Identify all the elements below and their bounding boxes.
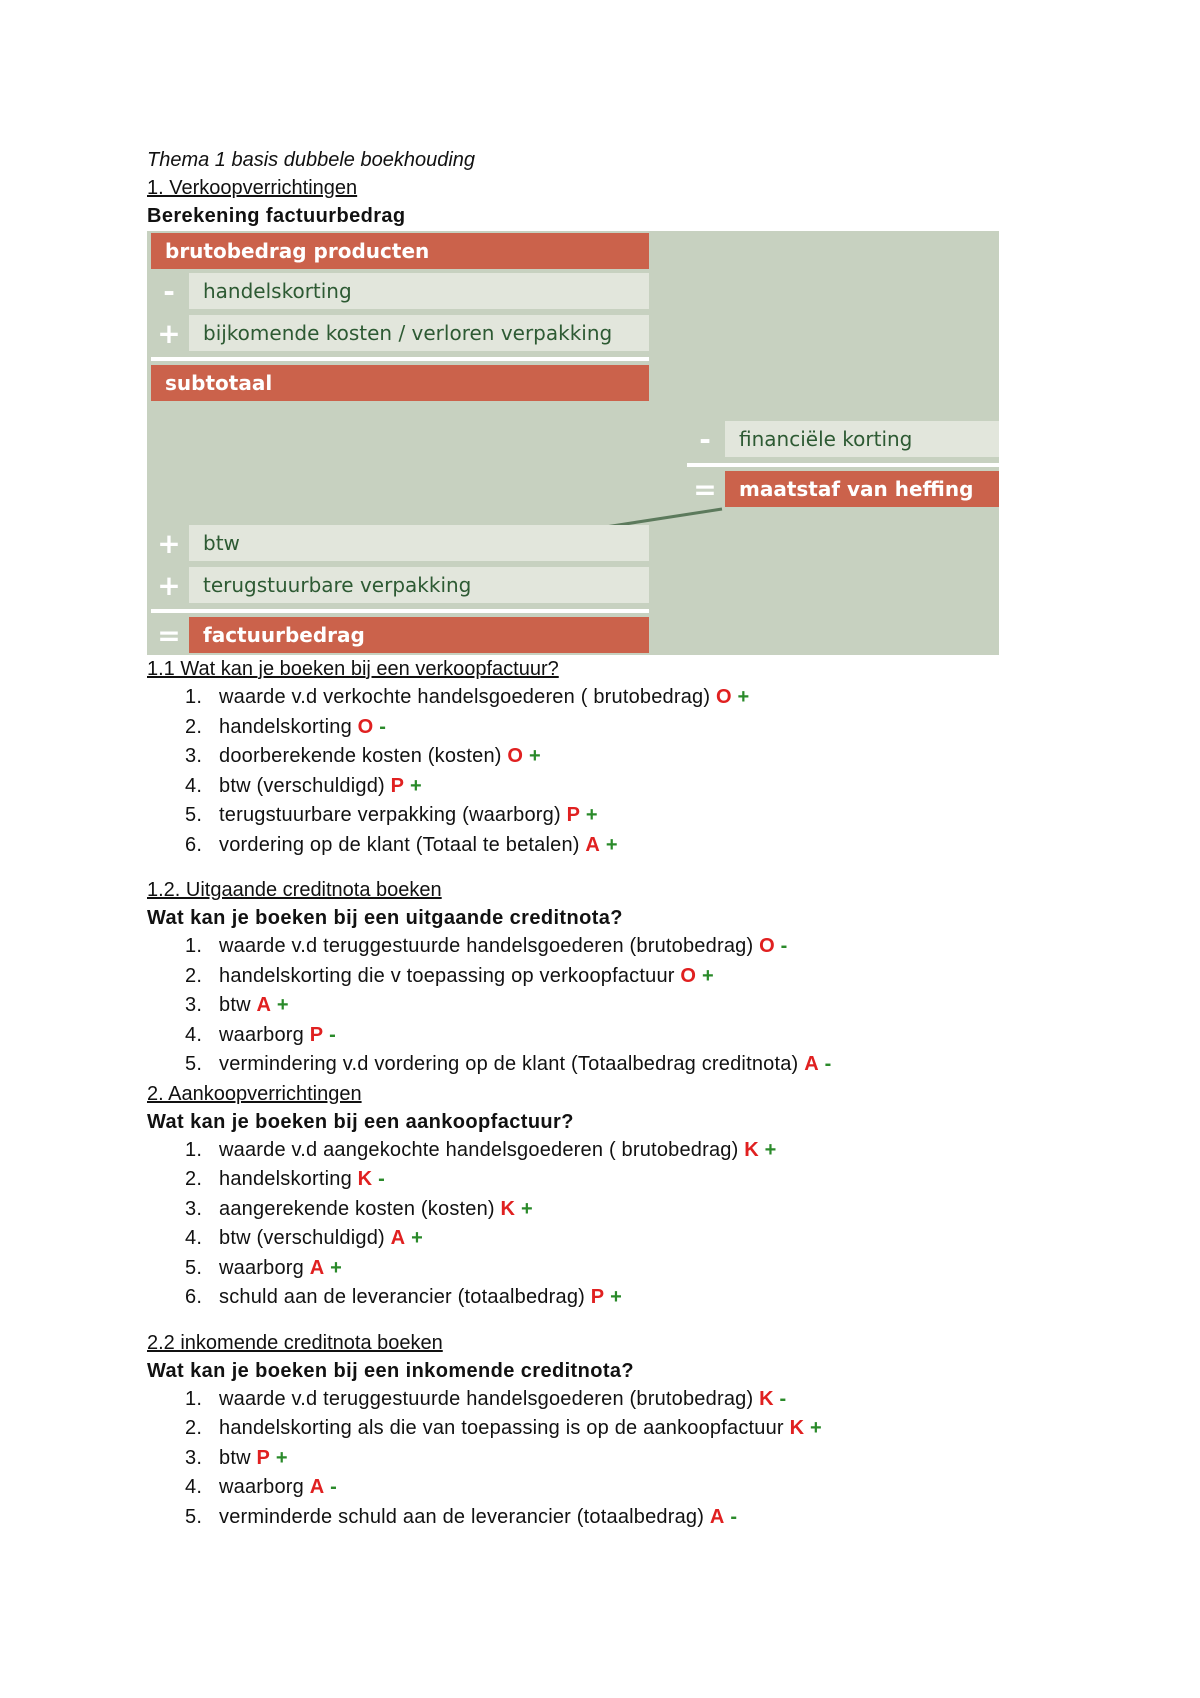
equals-sign: = [157,618,181,652]
list-item-text: schuld aan de leverancier (totaalbedrag) [219,1286,585,1308]
list-item [147,683,1047,713]
list-item-number: 4. [185,1476,203,1498]
sign-badge: + [411,1227,423,1249]
list-item [147,1165,1047,1195]
list-item [147,831,1047,861]
list-item-number: 2. [185,715,203,738]
list-uitgaande-creditnota [147,932,1047,1080]
minus-sign: - [699,422,711,456]
list-item-number: 2. [185,1417,203,1439]
document-page [147,146,1047,1532]
section-2-2-question: Wat kan je boeken bij een inkomende creditnota? [147,1359,635,1382]
list-item-number: 3. [185,994,203,1016]
bar-maatstaf-label: maatstaf van heffing [739,477,974,501]
sign-badge: + [585,804,598,826]
list-item [147,1195,1047,1225]
sign-badge: + [528,745,541,767]
list-item [147,742,1047,772]
list-item-text: btw [219,1446,251,1469]
list-item-number: 1. [185,1387,203,1410]
sum-rule [151,609,649,613]
list-item-text: waarde v.d verkochte handelsgoederen ( brutobedrag) [219,686,711,708]
list-item-number: 3. [185,1197,203,1220]
account-type-badge: K [759,1387,774,1410]
list-item-number: 4. [185,1227,203,1249]
account-type-badge: A [709,1505,725,1528]
minus-sign: - [163,274,175,308]
list-item-number: 3. [185,745,203,767]
plus-sign: + [157,568,181,602]
list-item-text: handelskorting als die van toepassing is op de aankoopfactuur [219,1417,784,1439]
bar-terugstuurbare-label: terugstuurbare verpakking [203,573,472,597]
sign-badge: - [779,1387,787,1410]
account-type-badge: K [357,1168,373,1190]
list-item [147,713,1047,743]
list-item [147,1444,1047,1474]
account-type-badge: P [590,1286,605,1308]
list-aankoopfactuur [147,1136,1047,1313]
sign-badge: + [810,1417,822,1439]
list-item-number: 3. [185,1446,203,1469]
list-item [147,1385,1047,1415]
list-item-number: 1. [185,686,203,708]
account-type-badge: P [390,774,405,797]
list-item-number: 2. [185,1168,203,1190]
list-item-text: waarde v.d teruggestuurde handelsgoederen (brutobedrag) [219,1387,754,1410]
account-type-badge: K [744,1138,759,1161]
account-type-badge: A [309,1256,325,1279]
list-item-text: terugstuurbare verpakking (waarborg) [219,804,561,826]
list-item-text: waarborg [219,1476,304,1498]
account-type-badge: A [309,1476,325,1498]
list-item [147,1136,1047,1166]
account-type-badge: O [716,686,732,708]
equals-sign: = [693,472,717,506]
sign-badge: - [379,715,387,738]
list-item-number: 5. [185,1256,203,1279]
account-type-badge: P [566,804,581,826]
sign-badge: - [330,1476,338,1498]
sign-badge: + [520,1197,533,1220]
account-type-badge: A [804,1053,819,1075]
list-item-number: 1. [185,935,203,957]
list-item-number: 4. [185,774,203,797]
section-1-2-question: Wat kan je boeken bij een uitgaande creditnota? [147,907,623,929]
sign-badge: - [730,1505,738,1528]
section-2-heading: 2. Aankoopverrichtingen [147,1082,362,1105]
sign-badge: + [764,1138,777,1161]
list-item-text: waarborg [219,1256,304,1279]
list-item-number: 2. [185,964,203,987]
list-item-number: 5. [185,1505,203,1528]
sign-badge: + [275,1446,288,1469]
list-item-text: btw [219,994,251,1016]
sign-badge: + [605,833,618,856]
section-1-heading: 1. Verkoopverrichtingen [147,177,358,199]
list-item-text: waarde v.d teruggestuurde handelsgoederen (brutobedrag) [219,935,754,957]
invoice-calculation-diagram [147,231,999,655]
list-item-text: verminderde schuld aan de leverancier (totaalbedrag) [219,1505,705,1528]
list-item-text: vermindering v.d vordering op de klant (Totaalbedrag creditnota) [219,1053,799,1075]
list-item [147,1473,1047,1503]
list-item-text: handelskorting die v toepassing op verkoopfactuur [219,964,675,987]
bar-brutobedrag-label: brutobedrag producten [165,239,430,263]
account-type-badge: K [500,1197,516,1220]
list-item [147,801,1047,831]
list-item-number: 5. [185,804,203,826]
list-item-text: aangerekende kosten (kosten) [219,1197,495,1220]
sign-badge: - [824,1053,832,1075]
plus-sign: + [157,526,181,560]
list-item [147,1021,1047,1051]
account-type-badge: A [390,1227,406,1249]
bar-factuurbedrag-label: factuurbedrag [203,623,365,647]
list-item-number: 4. [185,1023,203,1046]
plus-sign: + [157,316,181,350]
list-verkoopfactuur [147,683,1047,860]
bar-financiele-korting-label: financiële korting [739,427,913,451]
sign-badge: - [329,1023,336,1046]
account-type-badge: O [507,745,524,767]
sign-badge: + [409,774,422,797]
sign-badge: + [276,994,289,1016]
account-type-badge: O [759,935,775,957]
account-type-badge: A [256,994,272,1016]
list-item [147,962,1047,992]
list-item [147,1050,1047,1080]
list-item [147,1254,1047,1284]
bar-handelskorting-label: handelskorting [203,279,352,303]
list-item-text: waarde v.d aangekochte handelsgoederen ( brutobedrag) [219,1138,739,1161]
sign-badge: + [737,686,750,708]
list-item-number: 5. [185,1053,203,1075]
section-2-question: Wat kan je boeken bij een aankoopfactuur? [147,1110,574,1133]
sign-badge: - [378,1168,385,1190]
section-2-2-heading: 2.2 inkomende creditnota boeken [147,1331,443,1354]
list-item-text: btw (verschuldigd) [219,774,385,797]
account-type-badge: K [789,1417,805,1439]
list-item [147,1503,1047,1533]
list-item-text: waarborg [219,1023,304,1046]
section-1-subheading: Berekening factuurbedrag [147,205,406,227]
bar-factuurbedrag [189,617,649,653]
list-item [147,1283,1047,1313]
account-type-badge: O [357,715,374,738]
account-type-badge: A [585,833,601,856]
list-item-number: 6. [185,833,203,856]
bar-btw-label: btw [203,531,240,555]
bar-bijkomende-kosten-label: bijkomende kosten / verloren verpakking [203,321,613,345]
list-item-number: 1. [185,1138,203,1161]
section-1-1-question: 1.1 Wat kan je boeken bij een verkoopfactuur? [147,658,559,680]
list-item [147,1224,1047,1254]
bar-terugstuurbare-verpakking [189,567,649,603]
list-item-text: vordering op de klant (Totaal te betalen) [219,833,580,856]
list-item-text: handelskorting [219,715,352,738]
list-inkomende-creditnota [147,1385,1047,1533]
sign-badge: + [330,1256,343,1279]
list-item [147,772,1047,802]
list-item-number: 6. [185,1286,203,1308]
sign-badge: + [701,964,714,987]
sign-badge: + [610,1286,622,1308]
account-type-badge: P [309,1023,324,1046]
account-type-badge: O [680,964,697,987]
list-item-text: doorberekende kosten (kosten) [219,745,502,767]
bar-subtotaal-label: subtotaal [165,371,273,395]
bar-btw [189,525,649,561]
section-1-2-heading: 1.2. Uitgaande creditnota boeken [147,879,442,901]
list-item-text: handelskorting [219,1168,352,1190]
list-item [147,1414,1047,1444]
document-title: Thema 1 basis dubbele boekhouding [147,149,476,171]
list-item [147,991,1047,1021]
sign-badge: - [780,935,788,957]
list-item [147,932,1047,962]
account-type-badge: P [256,1446,271,1469]
list-item-text: btw (verschuldigd) [219,1227,385,1249]
